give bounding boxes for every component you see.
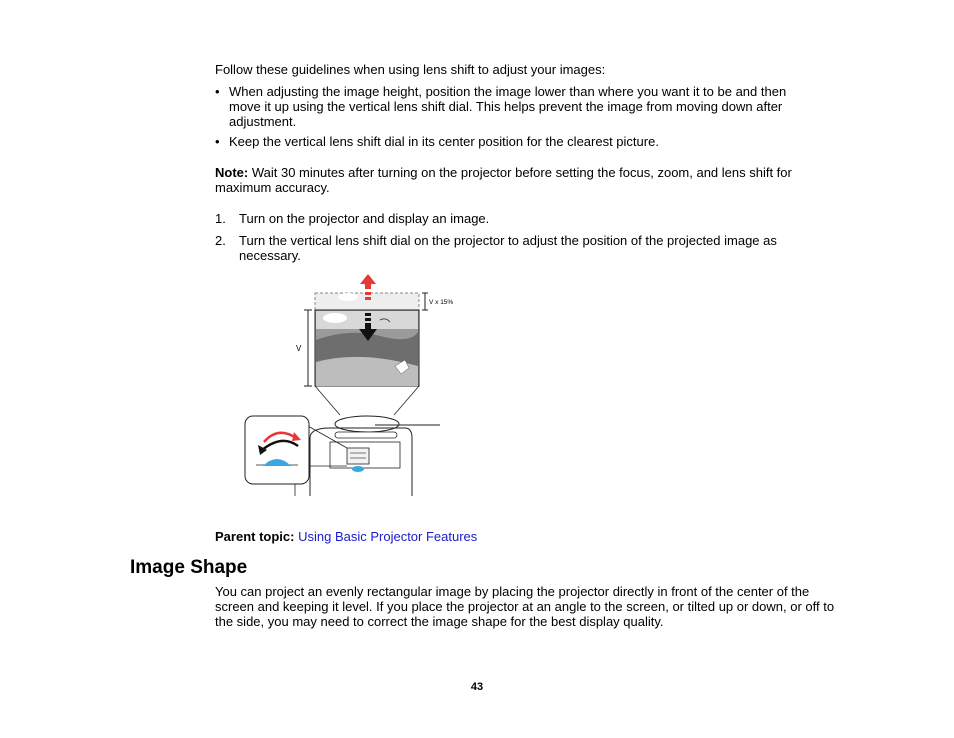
dimension-label-shift: V x 15% bbox=[429, 299, 454, 306]
note bbox=[215, 165, 815, 195]
parent-topic-link[interactable]: Using Basic Projector Features bbox=[298, 529, 478, 544]
section-heading: Image Shape bbox=[130, 557, 248, 578]
step-number: 1. bbox=[215, 211, 226, 226]
target-image-outline bbox=[315, 293, 419, 310]
section-body-text: You can project an evenly rectangular image by placing the projector directly in front of the center of the screen and keeping it level. If you place the projector at an angle to the screen, or tilted up or down, or off to the side, you may need to correct the image shape for the best display quality. bbox=[215, 584, 835, 629]
lens-shift-illustration bbox=[240, 270, 470, 502]
bullet-mark: • bbox=[215, 84, 220, 99]
projector bbox=[310, 416, 440, 496]
bullet-text: Keep the vertical lens shift dial in its center position for the clearest picture. bbox=[229, 134, 659, 149]
bullet-mark: • bbox=[215, 134, 220, 149]
intro-text: Follow these guidelines when using lens shift to adjust your images: bbox=[215, 62, 606, 77]
note-label: Note: bbox=[215, 165, 249, 180]
step-text: Turn on the projector and display an image. bbox=[239, 211, 490, 226]
step-text: Turn the vertical lens shift dial on the projector to adjust the position of the projected image as necessary. bbox=[239, 233, 777, 263]
dimension-label-v: V bbox=[296, 344, 302, 353]
parent-topic bbox=[215, 529, 477, 544]
step-number: 2. bbox=[215, 233, 226, 248]
bullet-text: When adjusting the image height, position the image lower than where you want it to be and then move it up using the vertical lens shift dial. This helps prevent the image from moving down after adjustment. bbox=[229, 84, 787, 129]
note-text: Wait 30 minutes after turning on the projector before setting the focus, zoom, and lens shift for maximum accuracy. bbox=[215, 165, 792, 195]
parent-topic-label: Parent topic: bbox=[215, 529, 295, 544]
page-number: 43 bbox=[470, 681, 484, 693]
